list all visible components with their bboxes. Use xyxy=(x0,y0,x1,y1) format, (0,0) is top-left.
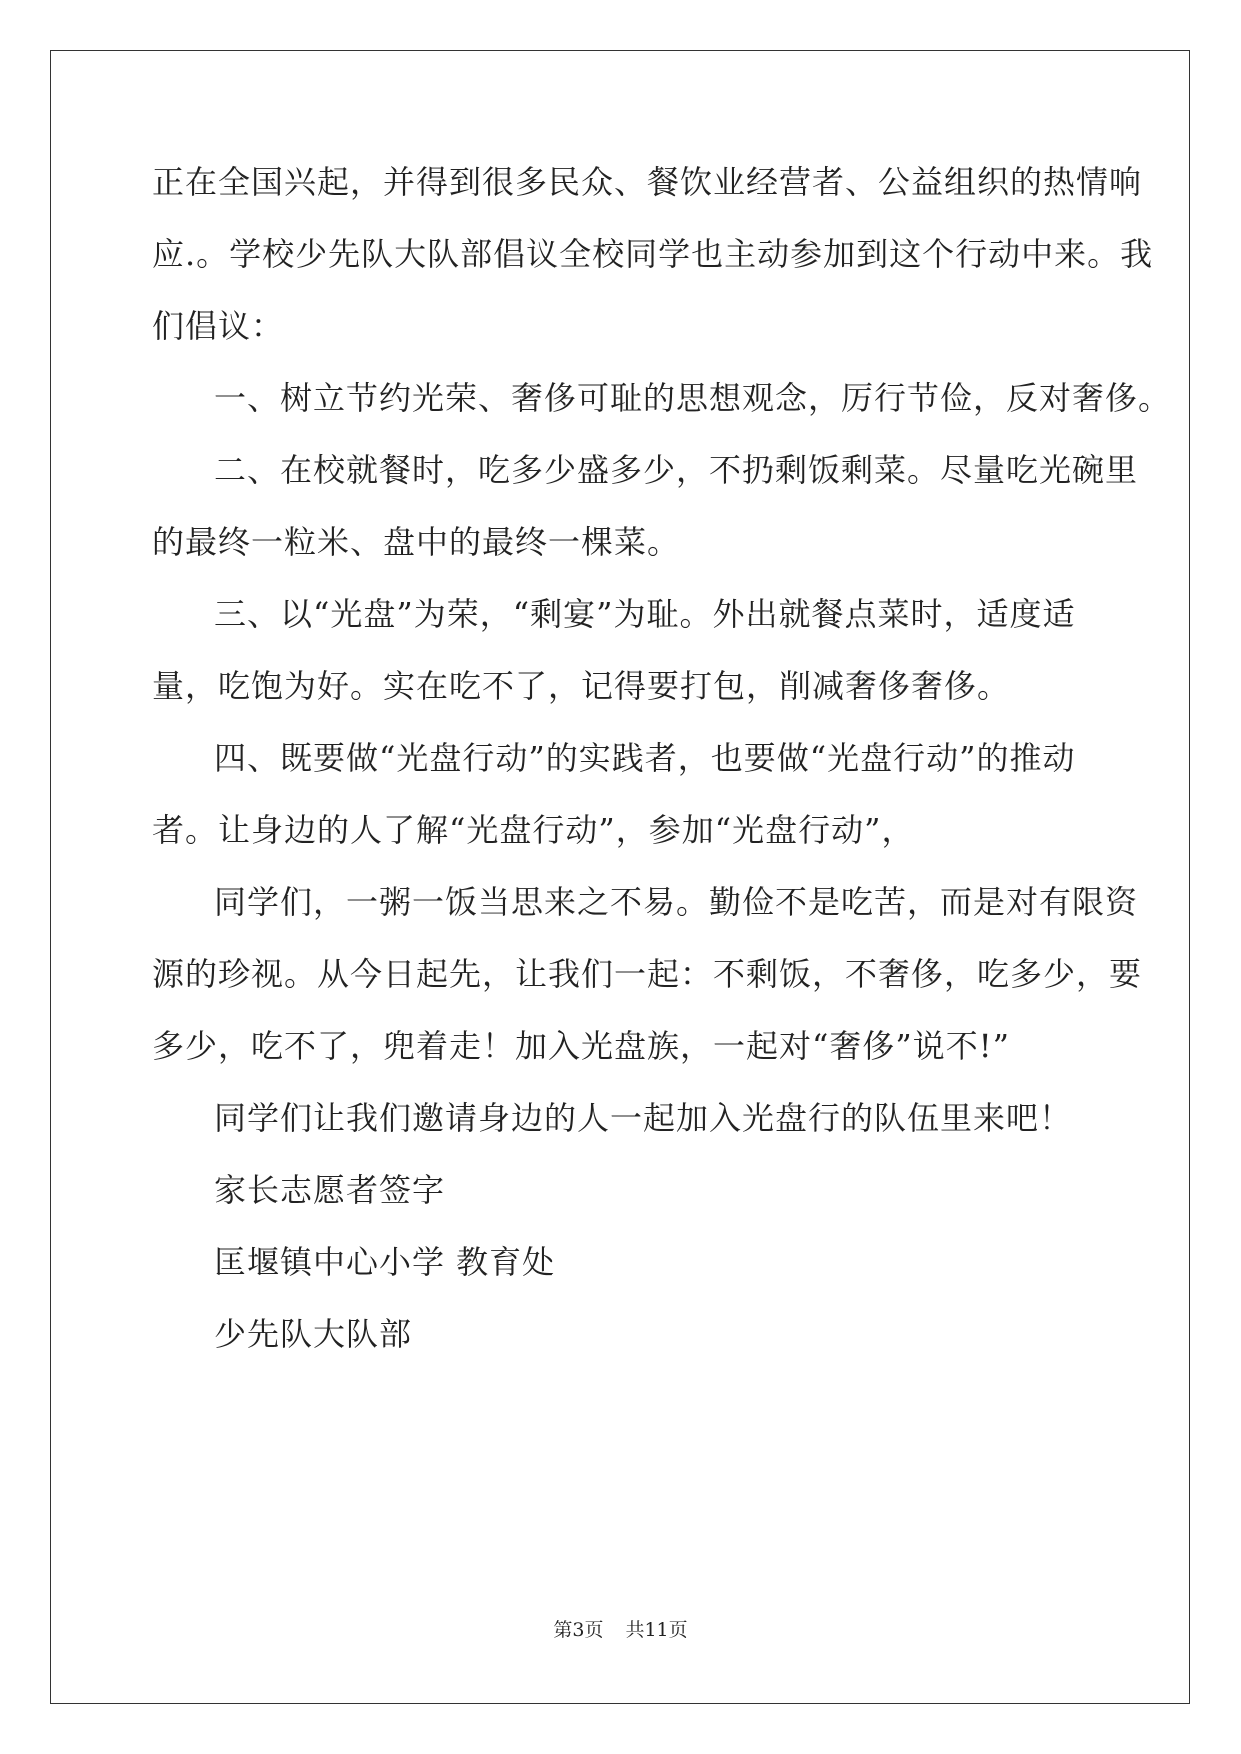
text-line: 二、在校就餐时，吃多少盛多少，不扔剩饭剩菜。尽量吃光碗里 xyxy=(214,451,1139,489)
issuer-team: 少先队大队部 xyxy=(214,1315,413,1353)
text-line: 的最终一粒米、盘中的最终一棵菜。 xyxy=(152,523,681,561)
page-total: 共11页 xyxy=(625,1619,688,1641)
text-line: 正在全国兴起，并得到很多民众、餐饮业经营者、公益组织的热情响 xyxy=(152,163,1143,201)
text-line: 源的珍视。从今日起先，让我们一起：不剩饭，不奢侈，吃多少，要 xyxy=(152,955,1143,993)
page-border xyxy=(50,50,1190,1704)
text-line: 同学们让我们邀请身边的人一起加入光盘行的队伍里来吧！ xyxy=(214,1099,1073,1137)
issuer-school: 匡堰镇中心小学 教育处 xyxy=(214,1243,556,1281)
page-footer xyxy=(0,1618,1241,1642)
text-line: 一、树立节约光荣、奢侈可耻的思想观念，厉行节俭，反对奢侈。 xyxy=(214,379,1172,417)
page-number: 第3页 xyxy=(553,1619,604,1641)
text-line: 量，吃饱为好。实在吃不了，记得要打包，削减奢侈奢侈。 xyxy=(152,667,1011,705)
text-line: 同学们，一粥一饭当思来之不易。勤俭不是吃苦，而是对有限资 xyxy=(214,883,1139,921)
text-line: 应.。学校少先队大队部倡议全校同学也主动参加到这个行动中来。我 xyxy=(152,235,1154,273)
text-line: 四、既要做“光盘行动”的实践者，也要做“光盘行动”的推动 xyxy=(214,739,1076,777)
text-line: 多少，吃不了，兜着走！加入光盘族，一起对“奢侈”说不!” xyxy=(152,1027,1010,1065)
signature-label: 家长志愿者签字 xyxy=(214,1171,446,1209)
text-line: 者。让身边的人了解“光盘行动”，参加“光盘行动”， xyxy=(152,811,915,849)
text-line: 们倡议： xyxy=(152,307,285,345)
text-line: 三、以“光盘”为荣，“剩宴”为耻。外出就餐点菜时，适度适 xyxy=(214,595,1076,633)
